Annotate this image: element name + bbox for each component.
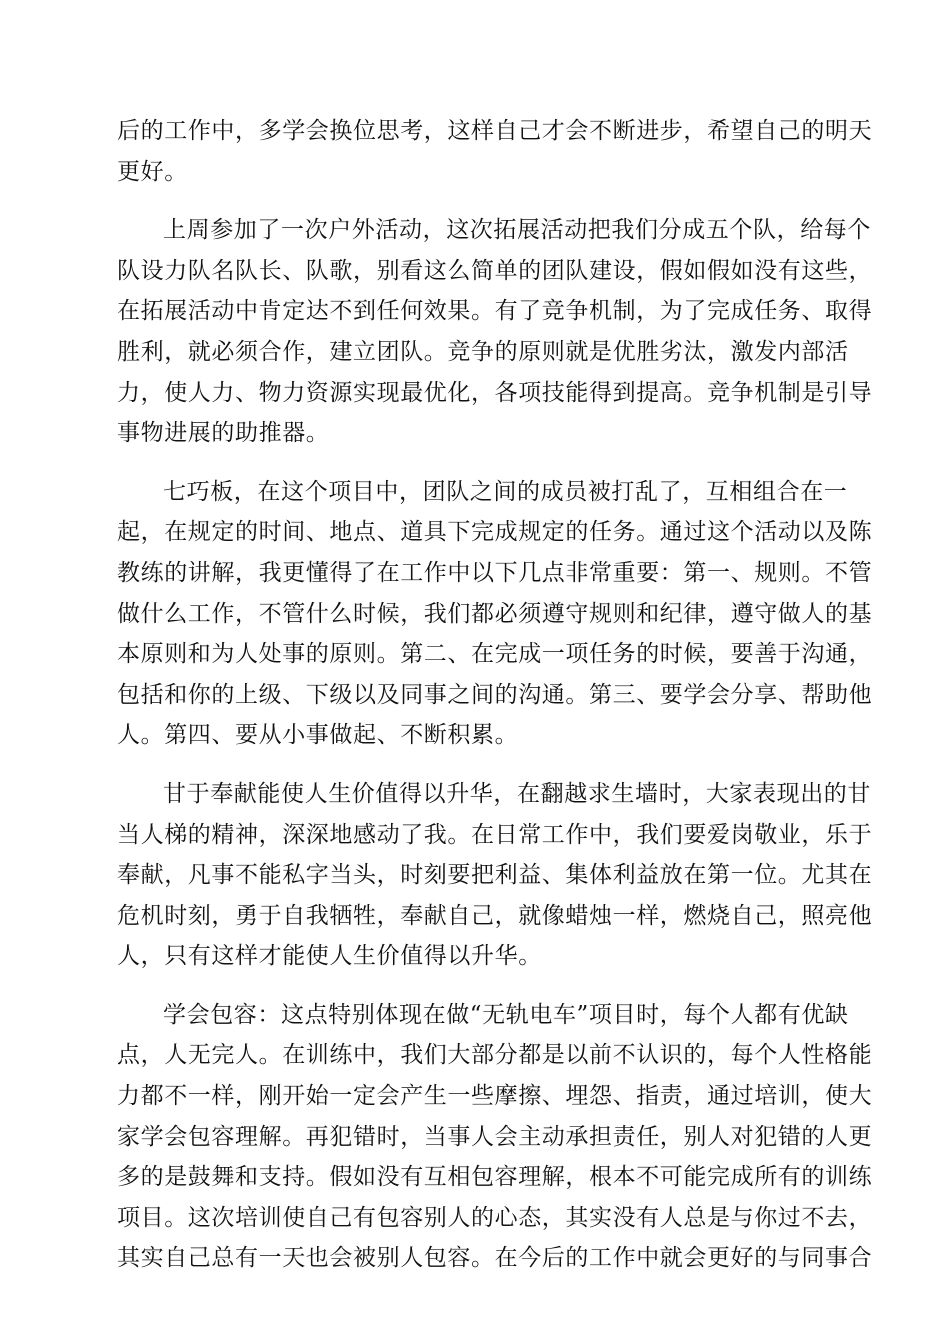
paragraph [117, 774, 873, 977]
text-line: 上周参加了一次户外活动，这次拓展活动把我们分成五个队，给每个 [163, 217, 871, 244]
paragraph [117, 111, 873, 192]
text-line: 其实自己总有一天也会被别人包容。在今后的工作中就会更好的与同事合 [117, 1245, 873, 1272]
paragraph [117, 995, 873, 1279]
text-line: 队设力队名队长、队歌，别看这么简单的团队建设，假如假如没有这些， [117, 257, 873, 284]
text-line: 家学会包容理解。再犯错时，当事人会主动承担责任，别人对犯错的人更 [117, 1123, 873, 1150]
text-line: 七巧板，在这个项目中，团队之间的成员被打乱了，互相组合在一 [163, 478, 848, 505]
text-line: 力，使人力、物力资源实现最优化，各项技能得到提高。竞争机制是引导 [117, 379, 873, 406]
text-line: 人，只有这样才能使人生价值得以升华。 [117, 943, 542, 970]
text-line: 学会包容：这点特别体现在做“无轨电车”项目时，每个人都有优缺 [163, 1001, 849, 1028]
text-line: 起，在规定的时间、地点、道具下完成规定的任务。通过这个活动以及陈 [117, 519, 873, 546]
text-line: 奉献，凡事不能私字当头，时刻要把利益、集体利益放在第一位。尤其在 [117, 862, 873, 889]
document-body [117, 111, 873, 1297]
text-line: 教练的讲解，我更懂得了在工作中以下几点非常重要：第一、规则。不管 [117, 559, 873, 586]
text-line: 危机时刻，勇于自我牺牲，奉献自己，就像蜡烛一样，燃烧自己，照亮他 [117, 902, 873, 929]
text-line: 项目。这次培训使自己有包容别人的心态，其实没有人总是与你过不去， [117, 1204, 873, 1231]
text-line: 当人梯的精神，深深地感动了我。在日常工作中，我们要爱岗敬业，乐于 [117, 821, 873, 848]
text-line: 甘于奉献能使人生价值得以升华，在翻越求生墙时，大家表现出的甘 [163, 780, 871, 807]
text-line: 做什么工作，不管什么时候，我们都必须遵守规则和纪律，遵守做人的基 [117, 600, 873, 627]
paragraph [117, 210, 873, 454]
text-line: 包括和你的上级、下级以及同事之间的沟通。第三、要学会分享、帮助他 [117, 681, 873, 708]
text-line: 在拓展活动中肯定达不到任何效果。有了竞争机制，为了完成任务、取得 [117, 298, 873, 325]
text-line: 多的是鼓舞和支持。假如没有互相包容理解，根本不可能完成所有的训练 [117, 1164, 873, 1191]
text-line: 本原则和为人处事的原则。第二、在完成一项任务的时候，要善于沟通， [117, 641, 873, 668]
text-line: 胜利，就必须合作，建立团队。竞争的原则就是优胜劣汰，激发内部活 [117, 338, 849, 365]
text-line: 后的工作中，多学会换位思考，这样自己才会不断进步，希望自己的明天 [117, 118, 873, 144]
text-line: 点，人无完人。在训练中，我们大部分都是以前不认识的，每个人性格能 [117, 1042, 873, 1069]
text-line: 事物进展的助推器。 [117, 420, 330, 447]
text-line: 力都不一样，刚开始一定会产生一些摩擦、埋怨、指责，通过培训，使大 [117, 1083, 873, 1110]
text-line: 更好。 [117, 158, 188, 185]
paragraph [117, 472, 873, 756]
text-line: 人。第四、要从小事做起、不断积累。 [117, 722, 519, 749]
